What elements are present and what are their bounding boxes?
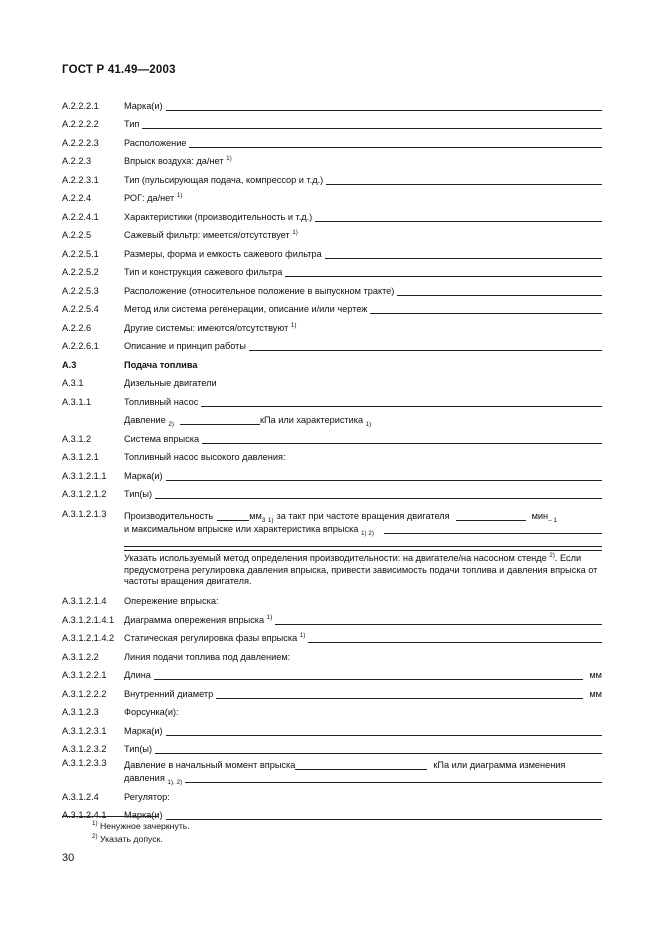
- section-title: Подача топлива: [124, 359, 198, 370]
- field-label: и максимальном впрыске или характеристика впрыска: [124, 524, 359, 534]
- footnote-1: [92, 821, 190, 831]
- clause-number: A.2.2.5.4: [62, 304, 99, 314]
- footnote-2: [92, 834, 163, 844]
- clause-number: A.2.2.2.2: [62, 119, 99, 129]
- footnote-ref: 1): [266, 613, 273, 621]
- section-heading-row: [62, 351, 602, 370]
- pressure-blank[interactable]: [180, 415, 260, 425]
- field-label: Марка(и): [124, 470, 163, 481]
- clause-number: A.2.2.5.1: [62, 248, 99, 259]
- field-label: Описание и принцип работы: [124, 341, 246, 351]
- clause-number: A.2.2.2.3: [62, 137, 99, 148]
- clause-number: A.3.1.2.1.1: [62, 470, 107, 481]
- unit-label: мм: [249, 511, 262, 521]
- blank-line[interactable]: [201, 397, 602, 407]
- clause-number: A.2.2.6.1: [62, 341, 99, 351]
- field-row: [62, 166, 602, 185]
- blank-line[interactable]: [142, 119, 602, 129]
- pressure-blank[interactable]: [295, 760, 427, 770]
- footnote-ref: 1): [176, 192, 183, 199]
- blank-line[interactable]: [124, 537, 602, 547]
- field-label: Производительность: [124, 511, 214, 521]
- field-label: Впрыск воздуха: да/нет: [124, 156, 224, 166]
- page-number: 30: [62, 852, 75, 864]
- field-row: [62, 662, 602, 681]
- injection-pressure-block: A.3.1.2.3.3 Давление в начальный момент впрыска кПа или диаграмма изменения давления 1), 2): [62, 754, 602, 783]
- clause-number: A.3.1.2.2.1: [62, 670, 107, 681]
- clause-number: A.2.2.4.1: [62, 211, 99, 222]
- clause-number: A.3.1.2.3.2: [62, 744, 107, 755]
- field-label: Марка(и): [124, 100, 163, 111]
- footnote-ref: 1): [226, 155, 232, 162]
- field-label: Размеры, форма и емкость сажевого фильтра: [124, 248, 322, 259]
- field-label: Система впрыска: [124, 433, 200, 444]
- unit-label: мм: [589, 688, 602, 699]
- field-row: [62, 92, 602, 111]
- unit-label: мм: [589, 670, 602, 681]
- field-row: [62, 699, 602, 718]
- clause-number: A.3.1.2.1.4: [62, 596, 107, 607]
- field-label: Расположение: [124, 137, 187, 148]
- document-title: ГОСТ Р 41.49—2003: [62, 64, 176, 76]
- field-label: давления: [124, 773, 165, 784]
- field-label: Тип (пульсирующая подача, компрессор и т.д.): [124, 174, 324, 185]
- field-row: [62, 481, 602, 500]
- capacity-block: A.3.1.2.1.3 Производительность мм 3 1) за такт при частоте вращения двигателя мин – 1 и максимальном впрыске или характеристика впрыска 1) 2) Указать используемый метод определения производительности: на двигателе/на насосном стенде $^{2)}$. Если предусмотрена регулировка давления впрыска, привести зависимость подачи топлива и давления впрыска от частоты вращения двигателя.: [62, 505, 602, 588]
- clause-number: A.2.2.5: [62, 230, 92, 240]
- field-row: [62, 625, 602, 644]
- blank-line[interactable]: [249, 341, 602, 351]
- field-row: [62, 222, 602, 241]
- clause-number: A.3.1.2.3.3: [62, 758, 107, 769]
- field-row: [62, 680, 602, 699]
- clause-number: A.3.1.2.2.2: [62, 688, 107, 699]
- blank-line[interactable]: [202, 434, 602, 444]
- blank-line[interactable]: [275, 615, 602, 625]
- field-label: Марка(и): [124, 725, 163, 736]
- blank-line[interactable]: [155, 744, 602, 754]
- field-label: за такт при частоте вращения двигателя: [276, 511, 450, 521]
- field-row: [62, 240, 602, 259]
- clause-number: A.3.1.1: [62, 396, 92, 407]
- blank-line[interactable]: [189, 138, 602, 148]
- field-label: Внутренний диаметр: [124, 688, 214, 699]
- blank-line[interactable]: [216, 689, 583, 699]
- field-label: кПа или диаграмма изменения: [433, 760, 566, 771]
- blank-line[interactable]: [384, 524, 602, 534]
- field-label: Метод или система регенерации, описание и/или чертеж: [124, 304, 368, 314]
- blank-line[interactable]: [154, 670, 583, 680]
- blank-line[interactable]: [308, 633, 602, 643]
- blank-line[interactable]: [166, 101, 602, 111]
- unit-label: мин: [531, 511, 549, 521]
- field-label: Характеристики (производительность и т.д.): [124, 211, 313, 222]
- pressure-row: Давление 2) кПа или характеристика 1): [124, 415, 372, 428]
- field-row: [62, 333, 602, 352]
- clause-number: A.2.2.3.1: [62, 174, 99, 185]
- field-row: [62, 370, 602, 389]
- field-label: Тип(ы): [124, 489, 153, 499]
- clause-number: A.3.1.2.3.1: [62, 725, 107, 736]
- field-label: Статическая регулировка фазы впрыска: [124, 633, 298, 644]
- clause-number: A.2.2.3: [62, 156, 92, 166]
- field-label: Давление в начальный момент впрыска: [124, 760, 296, 771]
- field-label: Тип: [124, 119, 140, 129]
- clause-number: A.3.1.2.2: [62, 651, 99, 662]
- clause-number: A.3.1.2.1.4.1: [62, 614, 115, 625]
- field-label: Опережение впрыска:: [124, 596, 219, 607]
- field-row: [62, 717, 602, 736]
- field-label: Диаграмма опережения впрыска: [124, 614, 265, 625]
- field-label: Топливный насос высокого давления:: [124, 452, 286, 462]
- field-label: Сажевый фильтр: имеется/отсутствует: [124, 230, 290, 240]
- section-number: A.3: [62, 359, 77, 370]
- field-label: Давление: [124, 415, 166, 425]
- blank-line[interactable]: [326, 175, 602, 185]
- field-label: Линия подачи топлива под давлением:: [124, 651, 291, 662]
- field-label: Тип и конструкция сажевого фильтра: [124, 267, 283, 277]
- footnote-ref: 1): [292, 229, 298, 236]
- field-row: [62, 462, 602, 481]
- field-row: [62, 783, 602, 802]
- field-label: Тип(ы): [124, 744, 153, 755]
- footnote-mark: 1): [92, 820, 98, 827]
- blank-line[interactable]: [325, 249, 602, 259]
- field-row: [62, 129, 602, 148]
- field-row: [62, 588, 602, 607]
- footnote-mark: 2): [92, 833, 98, 840]
- method-note: Указать используемый метод определения производительности: на двигателе/на насосном стенде $^{2)}$. Если предусмотрена регулировка давления впрыска, привести зависимость подачи топлива и давления впрыска от частоты вращения двигателя.: [124, 550, 602, 588]
- field-row: [62, 643, 602, 662]
- field-row: [62, 296, 602, 315]
- field-row: [62, 148, 602, 167]
- field-row: [62, 185, 602, 204]
- field-row: [62, 314, 602, 333]
- blank-line[interactable]: [155, 489, 602, 499]
- clause-number: A.3.1.2.4.1: [62, 810, 107, 821]
- field-label: Форсунка(и):: [124, 707, 179, 718]
- field-label: Длина: [124, 670, 151, 681]
- clause-number: A.3.1.2.4: [62, 791, 99, 802]
- field-label: Марка(и): [124, 810, 163, 821]
- clause-number: A.2.2.5.2: [62, 267, 99, 277]
- rpm-blank[interactable]: [456, 511, 526, 521]
- field-label: Расположение (относительное положение в выпускном тракте): [124, 285, 395, 296]
- blank-line[interactable]: [315, 212, 602, 222]
- field-row: [62, 388, 602, 407]
- field-row: [62, 606, 602, 625]
- field-row: [62, 802, 602, 821]
- blank-line[interactable]: [285, 267, 602, 277]
- clause-number: A.3.1.2.1.2: [62, 489, 107, 499]
- clause-number: A.3.1.2.1.4.2: [62, 633, 115, 644]
- field-row: [62, 444, 602, 463]
- blank-line[interactable]: [397, 286, 602, 296]
- blank-line[interactable]: [166, 471, 602, 481]
- clause-number: A.3.1.2: [62, 433, 92, 444]
- clause-number: A.3.1: [62, 378, 84, 388]
- field-label: Другие системы: имеются/отсутствуют: [124, 322, 289, 333]
- blank-line[interactable]: [166, 726, 602, 736]
- field-label: кПа или характеристика: [259, 415, 364, 425]
- clause-number: A.2.2.2.1: [62, 100, 99, 111]
- field-label: Топливный насос: [124, 396, 199, 407]
- field-label: Регулятор:: [124, 791, 170, 802]
- field-row: [62, 203, 602, 222]
- clause-number: A.2.2.5.3: [62, 285, 99, 296]
- form-fields: [62, 92, 602, 820]
- blank-line[interactable]: [166, 810, 602, 820]
- blank-line[interactable]: [185, 773, 602, 783]
- footnote-ref: 1): [290, 321, 297, 329]
- clause-number: A.3.1.2.3: [62, 707, 99, 718]
- blank-line[interactable]: [370, 304, 602, 314]
- footnote-divider: [62, 816, 158, 817]
- field-row: [62, 736, 602, 755]
- clause-number: A.2.2.6: [62, 322, 92, 333]
- field-label: РОГ: да/нет: [124, 193, 175, 203]
- field-label: Дизельные двигатели: [124, 378, 217, 388]
- footnote-text: Указать допуск.: [100, 834, 163, 844]
- clause-number: A.3.1.2.1.3: [62, 509, 107, 519]
- footnote-ref: 1): [299, 632, 306, 640]
- field-row: [62, 111, 602, 130]
- footnote-ref: 2): [549, 552, 555, 559]
- clause-number: A.2.2.4: [62, 193, 92, 203]
- clause-number: A.3.1.2.1: [62, 452, 99, 462]
- field-row: [62, 425, 602, 444]
- field-row: [62, 259, 602, 278]
- footnote-text: Ненужное зачеркнуть.: [100, 821, 190, 831]
- field-row: [62, 277, 602, 296]
- capacity-blank[interactable]: [217, 511, 249, 521]
